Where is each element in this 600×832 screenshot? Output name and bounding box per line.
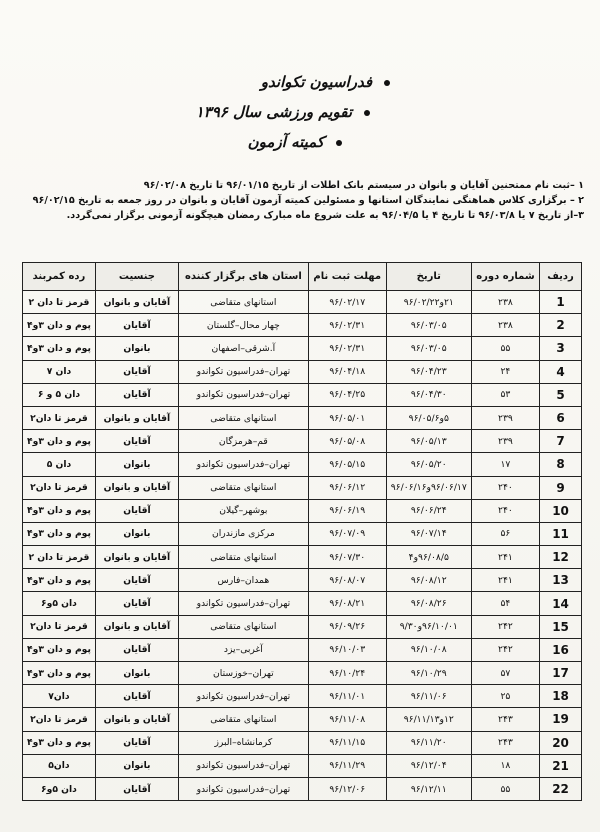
cell-date: ۹۶/۰۴/۲۳ xyxy=(386,360,471,383)
table-row xyxy=(23,638,582,661)
cell-course-number: ۲۳۸ xyxy=(471,314,539,337)
cell-belt-rank: قرمز تا دان ۲ xyxy=(23,546,96,569)
table-row xyxy=(23,731,582,754)
cell-date: ۲۱و۹۶/۰۲/۲۲ xyxy=(386,291,471,314)
cell-belt-rank: قرمز تا دان۲ xyxy=(23,615,96,638)
col-header-rank: رده کمربند xyxy=(23,263,96,291)
cell-course-number: ۲۴۳ xyxy=(471,708,539,731)
cell-deadline: ۹۶/۱۱/۰۸ xyxy=(308,708,386,731)
cell-idx: 4 xyxy=(540,360,582,383)
cell-deadline: ۹۶/۰۴/۱۸ xyxy=(308,360,386,383)
cell-belt-rank: دان ۵ xyxy=(23,453,96,476)
cell-deadline: ۹۶/۰۵/۱۵ xyxy=(308,453,386,476)
cell-course-number: ۵۳ xyxy=(471,383,539,406)
table-row xyxy=(23,685,582,708)
cell-belt-rank: دان ۵ و ۶ xyxy=(23,383,96,406)
cell-date: ۹۶/۱۱/۲۰ xyxy=(386,731,471,754)
calendar-title: تقویم ورزشی سال ۱۳۹۶ xyxy=(195,103,352,121)
cell-date: ۹۶/۰۵/۱۳ xyxy=(386,430,471,453)
table-row xyxy=(23,569,582,592)
cell-idx: 13 xyxy=(540,569,582,592)
cell-course-number: ۲۴۳ xyxy=(471,731,539,754)
cell-gender: آقایان xyxy=(95,731,178,754)
cell-deadline: ۹۶/۱۰/۰۳ xyxy=(308,638,386,661)
cell-host-province: استانهای متقاضی xyxy=(178,546,308,569)
table-row xyxy=(23,499,582,522)
table-row xyxy=(23,337,582,360)
cell-host-province: همدان–فارس xyxy=(178,569,308,592)
cell-idx: 14 xyxy=(540,592,582,615)
cell-date: ۱۲و۹۶/۱۱/۱۳ xyxy=(386,708,471,731)
cell-gender: بانوان xyxy=(95,453,178,476)
cell-host-province: تهران–فدراسیون تکواندو xyxy=(178,592,308,615)
cell-gender: آقایان و بانوان xyxy=(95,708,178,731)
cell-course-number: ۲۳۹ xyxy=(471,406,539,429)
cell-date: ۹۶/۱۱/۰۶ xyxy=(386,685,471,708)
cell-deadline: ۹۶/۱۱/۱۵ xyxy=(308,731,386,754)
cell-deadline: ۹۶/۰۷/۳۰ xyxy=(308,546,386,569)
note-registration: ۱ –ثبت نام ممتحنین آقایان و بانوان در سیستم بانک اطلات از تاریخ ۹۶/۰۱/۱۵ تا تاریخ ۹۶/۰۲/۰۸ xyxy=(143,180,584,191)
cell-date: ۹۶/۰۸/۵و۴ xyxy=(386,546,471,569)
header-line-federation xyxy=(0,70,390,94)
cell-idx: 5 xyxy=(540,383,582,406)
cell-date: ۹۶/۰۴/۳۰ xyxy=(386,383,471,406)
cell-belt-rank: پوم و دان ۳و۴ xyxy=(23,430,96,453)
cell-gender: آقایان xyxy=(95,430,178,453)
table-row xyxy=(23,708,582,731)
cell-host-province: کرمانشاه–البرز xyxy=(178,731,308,754)
col-header-deadline: مهلت ثبت نام xyxy=(308,263,386,291)
cell-course-number: ۲۴۰ xyxy=(471,499,539,522)
cell-host-province: تهران–فدراسیون تکواندو xyxy=(178,754,308,777)
cell-belt-rank: پوم و دان ۳و۴ xyxy=(23,569,96,592)
committee-title: کمیته آزمون xyxy=(247,133,324,151)
cell-date: ۹۶/۰۶/۱۷و۹۶/۰۶/۱۶ xyxy=(386,476,471,499)
cell-host-province: تهران–فدراسیون تکواندو xyxy=(178,453,308,476)
table-row xyxy=(23,546,582,569)
table-row xyxy=(23,754,582,777)
col-header-date: تاریخ xyxy=(386,263,471,291)
cell-deadline: ۹۶/۰۵/۰۱ xyxy=(308,406,386,429)
cell-gender: آقایان و بانوان xyxy=(95,291,178,314)
cell-idx: 9 xyxy=(540,476,582,499)
cell-host-province: استانهای متقاضی xyxy=(178,406,308,429)
cell-date: ۹۶/۰۳/۰۵ xyxy=(386,314,471,337)
cell-gender: آقایان xyxy=(95,314,178,337)
cell-belt-rank: قرمز تا دان۲ xyxy=(23,406,96,429)
cell-host-province: استانهای متقاضی xyxy=(178,615,308,638)
cell-deadline: ۹۶/۰۲/۱۷ xyxy=(308,291,386,314)
cell-deadline: ۹۶/۰۵/۰۸ xyxy=(308,430,386,453)
cell-date: ۹۶/۱۲/۰۴ xyxy=(386,754,471,777)
cell-deadline: ۹۶/۱۲/۰۶ xyxy=(308,777,386,800)
cell-idx: 19 xyxy=(540,708,582,731)
table-row xyxy=(23,592,582,615)
cell-course-number: ۱۸ xyxy=(471,754,539,777)
header-line-committee xyxy=(0,130,342,154)
cell-host-province: تهران–فدراسیون تکواندو xyxy=(178,685,308,708)
cell-gender: آقایان و بانوان xyxy=(95,615,178,638)
cell-host-province: آ.شرقی–اصفهان xyxy=(178,337,308,360)
cell-belt-rank: دان ۵و۶ xyxy=(23,592,96,615)
cell-gender: آقایان و بانوان xyxy=(95,476,178,499)
cell-idx: 12 xyxy=(540,546,582,569)
cell-gender: آقایان و بانوان xyxy=(95,546,178,569)
cell-course-number: ۲۴۱ xyxy=(471,546,539,569)
cell-idx: 3 xyxy=(540,337,582,360)
cell-belt-rank: دان۷ xyxy=(23,685,96,708)
cell-idx: 15 xyxy=(540,615,582,638)
cell-belt-rank: دان۵ xyxy=(23,754,96,777)
cell-gender: آقایان xyxy=(95,638,178,661)
cell-deadline: ۹۶/۰۹/۲۶ xyxy=(308,615,386,638)
cell-gender: بانوان xyxy=(95,337,178,360)
cell-course-number: ۲۴۰ xyxy=(471,476,539,499)
table-row xyxy=(23,615,582,638)
cell-host-province: تهران–فدراسیون تکواندو xyxy=(178,383,308,406)
col-header-gender: جنسیت xyxy=(95,263,178,291)
cell-deadline: ۹۶/۱۱/۲۹ xyxy=(308,754,386,777)
table-row xyxy=(23,522,582,545)
cell-idx: 2 xyxy=(540,314,582,337)
cell-date: ۹۶/۰۸/۲۶ xyxy=(386,592,471,615)
cell-gender: آقایان xyxy=(95,777,178,800)
table-row xyxy=(23,453,582,476)
cell-host-province: چهار محال–گلستان xyxy=(178,314,308,337)
cell-deadline: ۹۶/۰۲/۳۱ xyxy=(308,337,386,360)
cell-gender: آقایان xyxy=(95,383,178,406)
cell-host-province: استانهای متقاضی xyxy=(178,708,308,731)
cell-idx: 18 xyxy=(540,685,582,708)
cell-gender: بانوان xyxy=(95,754,178,777)
cell-date: ۹۶/۰۶/۲۴ xyxy=(386,499,471,522)
table-row xyxy=(23,406,582,429)
cell-date: ۹۶/۰۳/۰۵ xyxy=(386,337,471,360)
cell-deadline: ۹۶/۰۴/۲۵ xyxy=(308,383,386,406)
cell-idx: 17 xyxy=(540,662,582,685)
cell-date: ۹۶/۱۲/۱۱ xyxy=(386,777,471,800)
table-row xyxy=(23,383,582,406)
cell-idx: 11 xyxy=(540,522,582,545)
cell-course-number: ۲۴۱ xyxy=(471,569,539,592)
cell-course-number: ۵۵ xyxy=(471,337,539,360)
table-row xyxy=(23,314,582,337)
bullet-icon xyxy=(384,80,390,86)
cell-belt-rank: پوم و دان ۳و۴ xyxy=(23,314,96,337)
cell-idx: 8 xyxy=(540,453,582,476)
cell-deadline: ۹۶/۰۸/۲۱ xyxy=(308,592,386,615)
cell-deadline: ۹۶/۰۷/۰۹ xyxy=(308,522,386,545)
cell-idx: 1 xyxy=(540,291,582,314)
cell-gender: آقایان xyxy=(95,569,178,592)
cell-host-province: بوشهر–گیلان xyxy=(178,499,308,522)
federation-title: فدراسیون تکواندو xyxy=(260,73,372,91)
cell-idx: 20 xyxy=(540,731,582,754)
cell-deadline: ۹۶/۰۶/۱۲ xyxy=(308,476,386,499)
header-line-calendar xyxy=(0,100,370,124)
cell-deadline: ۹۶/۱۰/۲۴ xyxy=(308,662,386,685)
cell-belt-rank: پوم و دان ۳و۴ xyxy=(23,638,96,661)
table-header-row xyxy=(23,263,582,291)
table-row xyxy=(23,777,582,800)
cell-host-province: استانهای متقاضی xyxy=(178,291,308,314)
note-coordination-class: ۲ – برگزاری کلاس هماهنگی نمایندگان استانها و مسئولین کمیته آزمون آقایان و بانوان در روز جمعه به تاریخ ۹۶/۰۲/۱۵ xyxy=(32,195,584,206)
cell-gender: آقایان xyxy=(95,499,178,522)
table-row xyxy=(23,476,582,499)
cell-course-number: ۲۵ xyxy=(471,685,539,708)
cell-course-number: ۲۳۹ xyxy=(471,430,539,453)
cell-host-province: آغربی–یزد xyxy=(178,638,308,661)
cell-date: ۹۶/۰۷/۱۴ xyxy=(386,522,471,545)
cell-date: ۹۶/۰۵/۲۰ xyxy=(386,453,471,476)
cell-host-province: مرکزی مازندران xyxy=(178,522,308,545)
cell-idx: 10 xyxy=(540,499,582,522)
cell-gender: آقایان و بانوان xyxy=(95,406,178,429)
cell-host-province: تهران–فدراسیون تکواندو xyxy=(178,777,308,800)
cell-idx: 7 xyxy=(540,430,582,453)
cell-belt-rank: دان ۵و۶ xyxy=(23,777,96,800)
cell-idx: 22 xyxy=(540,777,582,800)
notes-block xyxy=(14,178,584,223)
cell-idx: 21 xyxy=(540,754,582,777)
cell-date: ۹۶/۱۰/۰۱و۹/۳۰ xyxy=(386,615,471,638)
col-header-num: شماره دوره xyxy=(471,263,539,291)
cell-deadline: ۹۶/۱۱/۰۱ xyxy=(308,685,386,708)
cell-date: ۹۶/۰۸/۱۲ xyxy=(386,569,471,592)
cell-belt-rank: قرمز تا دان۲ xyxy=(23,476,96,499)
table-row xyxy=(23,662,582,685)
cell-course-number: ۲۳۸ xyxy=(471,291,539,314)
cell-belt-rank: دان ۷ xyxy=(23,360,96,383)
cell-course-number: ۵۵ xyxy=(471,777,539,800)
cell-deadline: ۹۶/۰۲/۳۱ xyxy=(308,314,386,337)
cell-deadline: ۹۶/۰۶/۱۹ xyxy=(308,499,386,522)
cell-belt-rank: پوم و دان ۳و۴ xyxy=(23,662,96,685)
col-header-host: استان های برگزار کننده xyxy=(178,263,308,291)
cell-gender: آقایان xyxy=(95,592,178,615)
cell-gender: بانوان xyxy=(95,662,178,685)
cell-host-province: قم–هرمزگان xyxy=(178,430,308,453)
cell-host-province: تهران–فدراسیون تکواندو xyxy=(178,360,308,383)
bullet-icon xyxy=(336,140,342,146)
cell-belt-rank: پوم و دان ۳و۴ xyxy=(23,337,96,360)
cell-gender: آقایان xyxy=(95,360,178,383)
table-row xyxy=(23,360,582,383)
cell-date: ۹۶/۱۰/۰۸ xyxy=(386,638,471,661)
cell-host-province: استانهای متقاضی xyxy=(178,476,308,499)
cell-course-number: ۵۴ xyxy=(471,592,539,615)
note-ramadan: ۳–از تاریخ ۷ یا ۹۶/۰۳/۸ تا تاریخ ۴ یا ۹۶/۰۴/۵ به علت شروع ماه مبارک رمضان هیچگونه آزمونی برگزار نمی‌گردد. xyxy=(66,210,584,221)
cell-gender: آقایان xyxy=(95,685,178,708)
col-header-idx: ردیف xyxy=(540,263,582,291)
cell-course-number: ۲۴۲ xyxy=(471,638,539,661)
schedule-table xyxy=(22,262,582,801)
document-header xyxy=(0,70,600,154)
bullet-icon xyxy=(364,110,370,116)
cell-belt-rank: قرمز تا دان ۲ xyxy=(23,291,96,314)
cell-idx: 16 xyxy=(540,638,582,661)
cell-course-number: ۲۴ xyxy=(471,360,539,383)
cell-idx: 6 xyxy=(540,406,582,429)
cell-course-number: ۵۶ xyxy=(471,522,539,545)
cell-date: ۹۶/۱۰/۲۹ xyxy=(386,662,471,685)
cell-host-province: تهران–خوزستان xyxy=(178,662,308,685)
table-row xyxy=(23,291,582,314)
cell-belt-rank: قرمز تا دان۲ xyxy=(23,708,96,731)
cell-gender: بانوان xyxy=(95,522,178,545)
table-row xyxy=(23,430,582,453)
cell-belt-rank: پوم و دان ۳و۴ xyxy=(23,731,96,754)
cell-date: ۵و۹۶/۰۵/۶ xyxy=(386,406,471,429)
cell-course-number: ۵۷ xyxy=(471,662,539,685)
cell-course-number: ۲۴۲ xyxy=(471,615,539,638)
cell-belt-rank: پوم و دان ۳و۴ xyxy=(23,522,96,545)
cell-belt-rank: پوم و دان ۳و۴ xyxy=(23,499,96,522)
cell-course-number: ۱۷ xyxy=(471,453,539,476)
cell-deadline: ۹۶/۰۸/۰۷ xyxy=(308,569,386,592)
